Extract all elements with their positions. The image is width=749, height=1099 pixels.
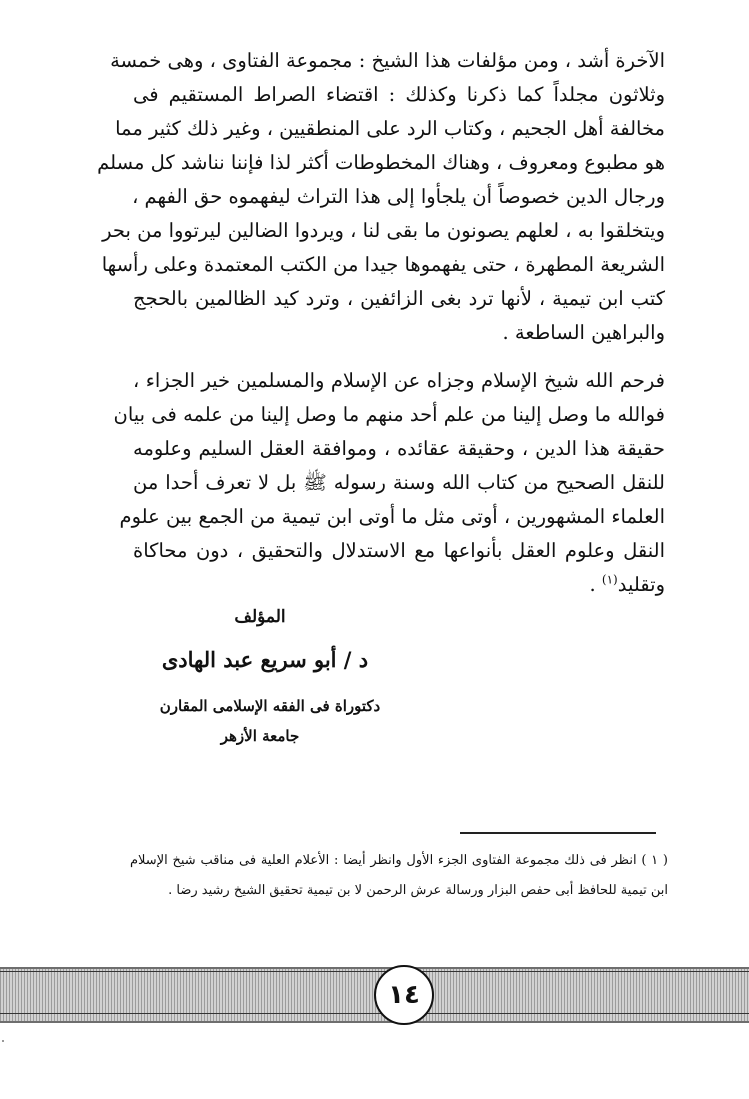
footnote-marker: (١)	[601, 572, 618, 587]
text-line-last	[133, 568, 665, 602]
author-name: د / أبو سريع عبد الهادى	[161, 647, 369, 672]
paragraph-1	[97, 44, 665, 350]
text-line: ويتخلقوا به ، لعلهم يصونون ما بقى لنا ، ويردوا الضالين ليرتووا من بحر	[102, 219, 665, 242]
page-number-badge	[374, 965, 434, 1025]
text-line: الآخرة أشد ، ومن مؤلفات هذا الشيخ : مجموعة الفتاوى ، وهى خمسة	[110, 49, 665, 72]
sentence-end: .	[589, 573, 602, 596]
scan-speck	[2, 1040, 4, 1042]
text-line: وثلاثون مجلداً كما ذكرنا وكذلك : اقتضاء الصراط المستقيم فى	[133, 83, 665, 106]
text-line: النقل وعلوم العقل بأنواعها مع الاستدلال والتحقيق ، دون محاكاة	[133, 539, 665, 562]
text-line: مخالفة أهل الجحيم ، وكتاب الرد على المنطقيين ، وغير ذلك كثير مما	[115, 117, 665, 140]
author-label: المؤلف	[234, 607, 286, 627]
author-university: جامعة الأزهر	[220, 727, 300, 745]
footnote-separator	[460, 832, 656, 834]
page-number: ١٤	[388, 980, 420, 1010]
last-word: وتقليد	[617, 573, 665, 596]
text-line: الشريعة المطهرة ، حتى يفهموها جيدا من الكتب المعتمدة وعلى رأسها	[101, 253, 665, 276]
author-degree: دكتوراة فى الفقه الإسلامى المقارن	[159, 697, 381, 715]
text-line: حقيقة هذا الدين ، وحقيقة عقائده ، وموافقة العقل السليم وعلومه	[133, 437, 665, 460]
text-line: العلماء المشهورين ، أوتى مثل ما أوتى ابن تيمية من الجمع بين علوم	[119, 505, 665, 528]
text-line: فوالله ما وصل إلينا من علم أحد منهم ما وصل إلينا من علمه فى بيان	[113, 403, 665, 426]
footer-rule-bottom	[0, 1013, 749, 1014]
text-line: والبراهين الساطعة .	[502, 321, 665, 344]
footnote-text: ( ١ ) انظر فى ذلك مجموعة الفتاوى الجزء الأول وانظر أيضا : الأعلام العلية فى مناقب شيخ الإسلام ابن تيمية للحافظ أبى حفص البزار ورسالة عرش الرحمن لا بن تيمية تحقيق الشيخ رشيد رضا .	[130, 853, 668, 898]
text-line: هو مطبوع ومعروف ، وهناك المخطوطات أكثر لذا فإننا نناشد كل مسلم	[97, 151, 665, 174]
footer-rule-top	[0, 971, 749, 972]
text-line: ورجال الدين خصوصاً أن يلجأوا إلى هذا التراث ليفهموه حق الفهم ،	[132, 185, 665, 208]
paragraph-2	[113, 364, 665, 602]
text-line: للنقل الصحيح من كتاب الله وسنة رسوله ﷺ بل لا تعرف أحدا من	[133, 471, 665, 494]
text-line: كتب ابن تيمية ، لأنها ترد بغى الزائفين ، وترد كيد الظالمين بالحجج	[133, 287, 665, 310]
text-line: فرحم الله شيخ الإسلام وجزاه عن الإسلام والمسلمين خير الجزاء ،	[133, 369, 665, 392]
